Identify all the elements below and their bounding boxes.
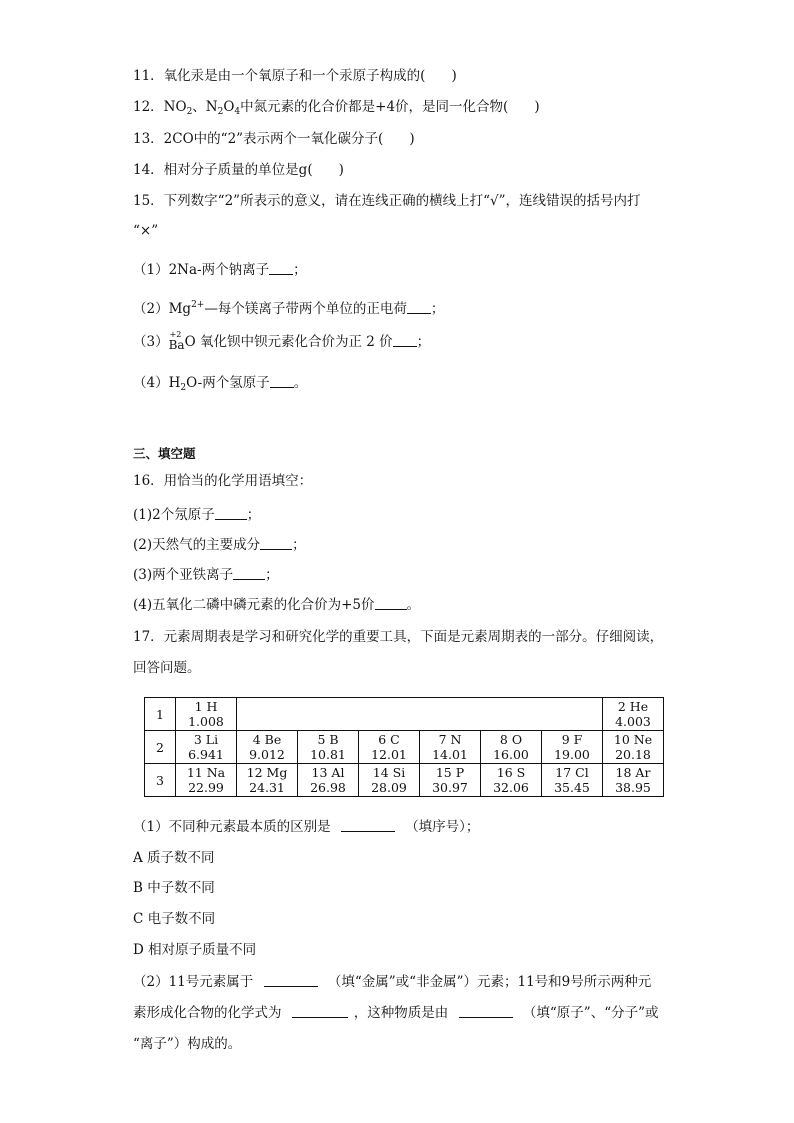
period-label: 1 (145, 698, 176, 731)
question-15-item-2: $(2)Mg^{2+}—$每个镁离子带两个单位的正电荷 ； (133, 300, 445, 317)
period-label: 3 (145, 764, 176, 797)
question-15-item-1: （1）2Na-两个钠离子 ； (133, 262, 307, 278)
question-17-sub-1: （1）不同种元素最本质的区别是 （填序号）； (133, 819, 480, 835)
element-cell: 6 C 12.01 (359, 731, 420, 764)
element-cell: 7 N 14.01 (420, 731, 481, 764)
question-15-item-3: （3） +2 BaO 氧化钡中钡元素化合价为正 2 价 ； (133, 330, 431, 352)
question-13: 13．2CO中的“2”表示两个一氧化碳分子( ) (133, 131, 415, 147)
question-16-item-2: (2)天然气的主要成分 ； (133, 537, 306, 553)
answer-blank[interactable] (407, 301, 431, 314)
element-cell: 14 Si 28.09 (359, 764, 420, 797)
answer-blank[interactable] (341, 819, 395, 832)
table-row (145, 764, 664, 797)
option-a: A 质子数不同 (133, 850, 215, 866)
question-14: 14．相对分子质量的单位是g( ) (133, 162, 344, 178)
question-16-item-4: (4)五氧化二磷中磷元素的化合价为+5价 。 (133, 597, 421, 613)
question-15-line1: 15．下列数字“2”所表示的意义，请在连线正确的横线上打“√”，连线错误的括号内打 (133, 193, 641, 209)
question-17-line2: 回答问题。 (133, 660, 201, 676)
question-15-item-4: $(4)H_2O-$两个氢原子 。 (133, 375, 308, 393)
element-cell: 1 H 1.008 (176, 698, 237, 731)
element-cell: 15 P 30.97 (420, 764, 481, 797)
table-row (145, 698, 664, 731)
question-16-title: 16．用恰当的化学用语填空： (133, 473, 313, 489)
element-cell: 11 Na 22.99 (176, 764, 237, 797)
answer-blank[interactable] (459, 1005, 513, 1018)
barium-oxide-formula: +2 BaO (168, 330, 196, 352)
question-17-sub-2-line2: 素形成化合物的化学式为 ，这种物质是由 （填“原子”、“分子”或 (133, 1005, 659, 1021)
question-17-line1: 17．元素周期表是学习和研究化学的重要工具，下面是元素周期表的一部分。仔细阅读， (133, 629, 664, 645)
element-cell: 18 Ar 38.95 (603, 764, 664, 797)
option-d: D 相对原子质量不同 (133, 942, 257, 958)
question-17-sub-2-line3: “离子”）构成的。 (133, 1036, 242, 1052)
answer-blank[interactable] (270, 375, 294, 388)
element-cell: 5 B 10.81 (298, 731, 359, 764)
answer-blank[interactable] (233, 567, 265, 580)
periodic-table (144, 697, 664, 797)
question-11: 11．氧化汞是由一个氧原子和一个汞原子构成的( ) (133, 68, 457, 84)
period-label: 2 (145, 731, 176, 764)
element-cell: 2 He 4.003 (603, 698, 664, 731)
option-c: C 电子数不同 (133, 911, 216, 927)
option-b: B 中子数不同 (133, 880, 215, 896)
element-cell: 3 Li 6.941 (176, 731, 237, 764)
question-17-sub-2-line1: （2）11号元素属于 （填“金属”或“非金属”）元素；11号和9号所示两种元 (133, 974, 652, 990)
answer-blank[interactable] (264, 974, 318, 987)
element-cell: 16 S 32.06 (481, 764, 542, 797)
table-row (145, 731, 664, 764)
question-16-item-1: (1)2个氖原子 ； (133, 507, 261, 523)
question-12: 12．$NO_2$、$N_2O_4$中氮元素的化合价都是+4价，是同一化合物( ) (133, 99, 540, 117)
answer-blank[interactable] (292, 1005, 348, 1018)
answer-blank[interactable] (269, 262, 293, 275)
question-16-item-3: (3)两个亚铁离子 ； (133, 567, 279, 583)
answer-blank[interactable] (375, 597, 407, 610)
answer-blank[interactable] (393, 334, 417, 347)
section-heading: 三、填空题 (133, 446, 196, 461)
empty-cell (237, 698, 603, 731)
element-cell: 9 F 19.00 (542, 731, 603, 764)
element-cell: 10 Ne 20.18 (603, 731, 664, 764)
answer-blank[interactable] (215, 507, 247, 520)
element-cell: 17 Cl 35.45 (542, 764, 603, 797)
answer-blank[interactable] (260, 537, 292, 550)
element-cell: 13 Al 26.98 (298, 764, 359, 797)
element-cell: 8 O 16.00 (481, 731, 542, 764)
element-cell: 4 Be 9.012 (237, 731, 298, 764)
question-15-line2: “×” (133, 223, 159, 239)
element-cell: 12 Mg 24.31 (237, 764, 298, 797)
